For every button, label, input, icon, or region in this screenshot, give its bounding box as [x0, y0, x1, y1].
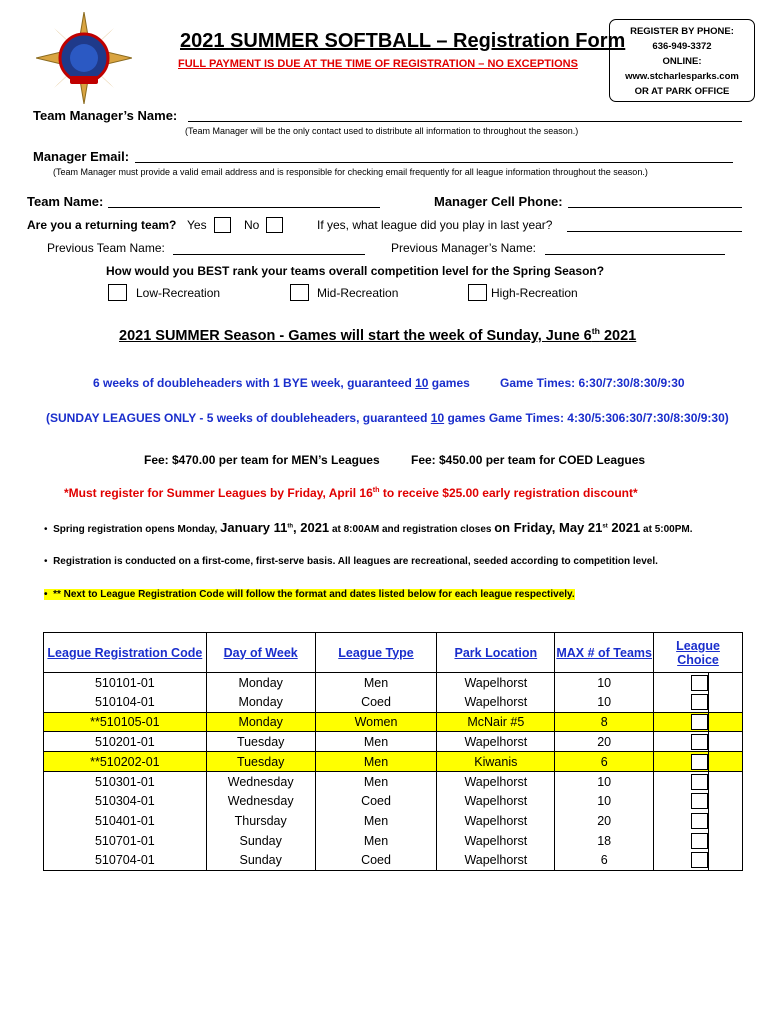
prev-team-label: Previous Team Name: — [47, 241, 165, 255]
cell-code: 510301-01 — [44, 771, 207, 791]
cell-max: 10 — [555, 771, 654, 791]
cell-choice — [654, 692, 709, 712]
fee-men: Fee: $470.00 per team for MEN’s Leagues — [144, 453, 380, 467]
league-choice-checkbox[interactable] — [691, 694, 708, 710]
col-header-max: MAX # of Teams — [555, 633, 654, 673]
returning-team-label: Are you a returning team? — [27, 218, 177, 232]
league-choice-checkbox[interactable] — [691, 734, 708, 750]
team-name-field[interactable] — [108, 207, 380, 208]
table-header-row — [44, 633, 743, 673]
cell-code: 510201-01 — [44, 732, 207, 752]
payment-notice: FULL PAYMENT IS DUE AT THE TIME OF REGISTRATION – NO EXCEPTIONS — [178, 58, 578, 70]
cell-type: Coed — [315, 791, 437, 811]
cell-code: 510701-01 — [44, 831, 207, 851]
table-row — [44, 673, 743, 693]
league-choice-checkbox[interactable] — [691, 675, 708, 691]
register-office: OR AT PARK OFFICE — [634, 86, 730, 97]
cell-max: 20 — [555, 811, 654, 831]
col-header-code: League Registration Code — [44, 633, 207, 673]
cell-choice — [654, 791, 709, 811]
cell-choice — [654, 831, 709, 851]
cell-type: Coed — [315, 692, 437, 712]
cell-choice-spacer — [709, 851, 743, 871]
cell-max: 18 — [555, 831, 654, 851]
returning-yes-checkbox[interactable] — [214, 217, 231, 233]
mid-recreation-label: Mid-Recreation — [317, 286, 399, 300]
cell-park: Wapelhorst — [437, 851, 555, 871]
table-row — [44, 732, 743, 752]
league-choice-checkbox[interactable] — [691, 813, 708, 829]
table-row — [44, 771, 743, 791]
cell-day: Thursday — [206, 811, 315, 831]
register-phone-label: REGISTER BY PHONE: — [630, 26, 734, 37]
league-choice-checkbox[interactable] — [691, 774, 708, 790]
cell-max: 6 — [555, 851, 654, 871]
cell-park: Wapelhorst — [437, 811, 555, 831]
table-row — [44, 831, 743, 851]
cell-max: 20 — [555, 732, 654, 752]
cell-type: Women — [315, 712, 437, 732]
cell-code: 510104-01 — [44, 692, 207, 712]
cell-day: Tuesday — [206, 732, 315, 752]
col-header-day: Day of Week — [206, 633, 315, 673]
returning-no-checkbox[interactable] — [266, 217, 283, 233]
cell-code: **510202-01 — [44, 752, 207, 772]
cell-choice — [654, 752, 709, 772]
weeks-info: 6 weeks of doubleheaders with 1 BYE week, guaranteed 10 games — [93, 376, 470, 390]
register-info-box — [609, 19, 755, 102]
cell-choice — [654, 851, 709, 871]
cell-choice-spacer — [709, 771, 743, 791]
cell-park: Wapelhorst — [437, 692, 555, 712]
cell-choice-spacer — [709, 791, 743, 811]
low-recreation-label: Low-Recreation — [136, 286, 221, 300]
prev-manager-field[interactable] — [545, 254, 725, 255]
st-charles-parks-logo — [36, 12, 132, 104]
league-choice-checkbox[interactable] — [691, 754, 708, 770]
yes-label: Yes — [187, 218, 207, 232]
cell-day: Sunday — [206, 851, 315, 871]
cell-type: Men — [315, 831, 437, 851]
cell-code: **510105-01 — [44, 712, 207, 732]
league-choice-checkbox[interactable] — [691, 852, 708, 868]
register-online-label: ONLINE: — [662, 56, 702, 67]
cell-day: Wednesday — [206, 791, 315, 811]
cell-type: Coed — [315, 851, 437, 871]
cell-max: 8 — [555, 712, 654, 732]
manager-name-note: (Team Manager will be the only contact used to distribute all information to throughout the season.) — [185, 126, 579, 136]
table-row — [44, 851, 743, 871]
cell-code: 510304-01 — [44, 791, 207, 811]
cell-phone-label: Manager Cell Phone: — [434, 194, 563, 209]
cell-day: Monday — [206, 673, 315, 693]
cell-max: 10 — [555, 791, 654, 811]
registration-dates-bullet: • Spring registration opens Monday, January 11th, 2021 at 8:00AM and registration closes on Friday, May 21st 2021 at 5:00PM. — [44, 520, 693, 535]
cell-choice — [654, 771, 709, 791]
form-title: 2021 SUMMER SOFTBALL – Registration Form — [180, 30, 626, 52]
cell-type: Men — [315, 771, 437, 791]
cell-choice-spacer — [709, 692, 743, 712]
last-year-league-field[interactable] — [567, 231, 742, 232]
cell-day: Monday — [206, 692, 315, 712]
cell-day: Sunday — [206, 831, 315, 851]
fee-coed: Fee: $450.00 per team for COED Leagues — [411, 453, 646, 467]
first-come-bullet: • Registration is conducted on a first-come, first-serve basis. All leagues are recreational, seeded according to competition level. — [44, 556, 658, 567]
col-header-park: Park Location — [437, 633, 555, 673]
season-heading: 2021 SUMMER Season - Games will start the week of Sunday, June 6th 2021 — [119, 326, 637, 344]
league-choice-checkbox[interactable] — [691, 714, 708, 730]
low-recreation-checkbox[interactable] — [108, 284, 127, 301]
cell-park: Wapelhorst — [437, 732, 555, 752]
team-name-label: Team Name: — [27, 194, 104, 209]
table-row — [44, 811, 743, 831]
col-header-type: League Type — [315, 633, 437, 673]
cell-park: Wapelhorst — [437, 673, 555, 693]
cell-choice-spacer — [709, 811, 743, 831]
mid-recreation-checkbox[interactable] — [290, 284, 309, 301]
cell-type: Men — [315, 752, 437, 772]
cell-max: 10 — [555, 692, 654, 712]
cell-code: 510401-01 — [44, 811, 207, 831]
last-year-league-label: If yes, what league did you play in last year? — [317, 218, 553, 232]
rank-question: How would you BEST rank your teams overall competition level for the Spring Season? — [106, 264, 605, 278]
cell-day: Tuesday — [206, 752, 315, 772]
cell-park: McNair #5 — [437, 712, 555, 732]
no-label: No — [244, 218, 260, 232]
cell-choice-spacer — [709, 752, 743, 772]
cell-choice-spacer — [709, 712, 743, 732]
early-discount-notice: *Must register for Summer Leagues by Friday, April 16th to receive $25.00 early registration discount* — [64, 485, 638, 500]
cell-choice — [654, 811, 709, 831]
prev-manager-label: Previous Manager’s Name: — [391, 241, 536, 255]
manager-email-label: Manager Email: — [33, 149, 130, 164]
table-row — [44, 791, 743, 811]
cell-type: Men — [315, 732, 437, 752]
manager-name-field[interactable] — [188, 121, 742, 122]
cell-choice — [654, 732, 709, 752]
cell-max: 6 — [555, 752, 654, 772]
cell-park: Wapelhorst — [437, 771, 555, 791]
table-row — [44, 712, 743, 732]
cell-park: Wapelhorst — [437, 791, 555, 811]
cell-code: 510704-01 — [44, 851, 207, 871]
cell-code: 510101-01 — [44, 673, 207, 693]
high-recreation-checkbox[interactable] — [468, 284, 487, 301]
cell-type: Men — [315, 811, 437, 831]
cell-park: Kiwanis — [437, 752, 555, 772]
manager-name-label: Team Manager’s Name: — [33, 108, 178, 123]
cell-choice — [654, 712, 709, 732]
cell-phone-field[interactable] — [568, 207, 742, 208]
register-phone-number: 636-949-3372 — [652, 41, 712, 52]
table-row — [44, 752, 743, 772]
cell-choice-spacer — [709, 673, 743, 693]
league-choice-checkbox[interactable] — [691, 833, 708, 849]
cell-choice — [654, 673, 709, 693]
cell-choice-spacer — [709, 831, 743, 851]
cell-day: Wednesday — [206, 771, 315, 791]
manager-email-note: (Team Manager must provide a valid email address and is responsible for checking email frequently for all league information throughout the season.) — [53, 167, 648, 177]
sunday-leagues-info: (SUNDAY LEAGUES ONLY - 5 weeks of doubleheaders, guaranteed 10 games Game Times: 4:30/5:306:30/7:30/8:30/9:30) — [46, 411, 729, 425]
cell-type: Men — [315, 673, 437, 693]
game-times: Game Times: 6:30/7:30/8:30/9:30 — [500, 376, 685, 390]
register-website: www.stcharlesparks.com — [625, 71, 739, 82]
col-header-choice: League Choice — [654, 633, 743, 673]
manager-email-field[interactable] — [135, 162, 733, 163]
cell-max: 10 — [555, 673, 654, 693]
league-table — [43, 632, 743, 871]
cell-day: Monday — [206, 712, 315, 732]
format-note-bullet: • ** Next to League Registration Code will follow the format and dates listed below for each league respectively. — [44, 589, 575, 600]
cell-park: Wapelhorst — [437, 831, 555, 851]
high-recreation-label: High-Recreation — [491, 286, 578, 300]
league-choice-checkbox[interactable] — [691, 793, 708, 809]
cell-choice-spacer — [709, 732, 743, 752]
table-row — [44, 692, 743, 712]
prev-team-field[interactable] — [173, 254, 365, 255]
